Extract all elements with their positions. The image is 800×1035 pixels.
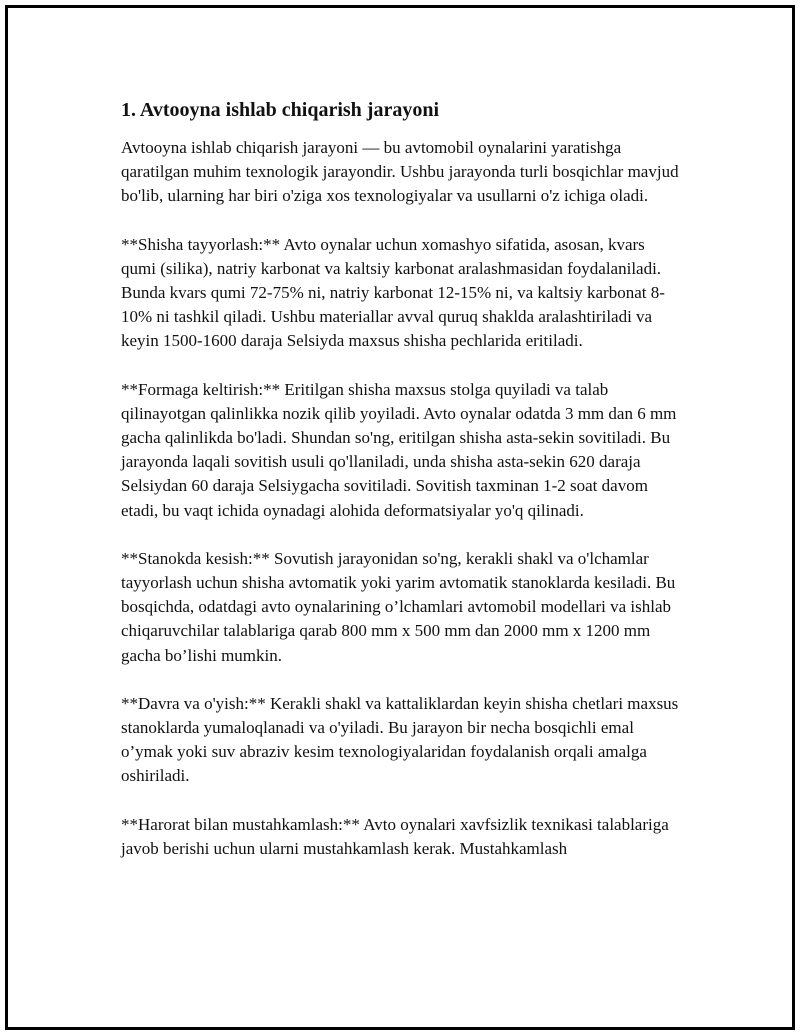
paragraph-tempering: **Harorat bilan mustahkamlash:** Avto oynalari xavfsizlik texnikasi talablariga javob berishi uchun ularni mustahkamlash kerak. Mustahkamlash [121,814,669,858]
paragraph-glass-preparation: **Shisha tayyorlash:** Avto oynalar uchun xomashyo sifatida, asosan, kvars qumi (silika), natriy karbonat va kaltsiy karbonat aralashmasidan foydalaniladi. Bunda kvars qumi 72-75% ni, natriy karbonat 12-15% ni, va kaltsiy karbonat 8-10% ni tashkil qiladi. Ushbu materiallar avval quruq shaklda aralashtiriladi va keyin 1500-1600 daraja Selsiyda maxsus shisha pechlarida eritiladi. [121,234,665,351]
paragraph-cutting: **Stanokda kesish:** Sovutish jarayonidan so'ng, kerakli shakl va o'lchamlar tayyorlash uchun shisha avtomatik yoki yarim avtomatik stanoklarda kesiladi. Bu bosqichda, odatdagi avto oynalarining o’lchamlari avtomobil modellari va ishlab chiqaruvchilar talablariga qarab 800 mm x 500 mm dan 2000 mm x 1200 mm gacha bo’lishi mumkin. [121,548,676,665]
paragraph-edging: **Davra va o'yish:** Kerakli shakl va kattaliklardan keyin shisha chetlari maxsus stanoklarda yumaloqlanadi va o'yiladi. Bu jarayon bir necha bosqichli emal o’ymak yoki suv abraziv kesim texnologiyalaridan foydalanish orqali amalga oshiriladi. [121,693,679,786]
paragraph-intro: Avtooyna ishlab chiqarish jarayoni — bu avtomobil oynalarini yaratishga qaratilgan muhim texnologik jarayondir. Ushbu jarayonda turli bosqichlar mavjud bo'lib, ularning har biri o'ziga xos texnologiyalar va usullarni o'z ichiga oladi. [121,138,679,206]
document-page [5,5,795,1030]
paragraph-forming: **Formaga keltirish:** Eritilgan shisha maxsus stolga quyiladi va talab qilinayotgan qalinlikka nozik qilib yoyiladi. Avto oynalar odatda 3 mm dan 6 mm gacha qalinlikda bo'ladi. Shundan so'ng, eritilgan shisha asta-sekin sovitiladi. Bu jarayonda laqali sovitish usuli qo'llaniladi, unda shisha asta-sekin 620 daraja Selsiydan 60 daraja Selsiygacha sovitiladi. Sovitish taxminan 1-2 soat davom etadi, bu vaqt ichida oynadagi alohida deformatsiyalar yo'q qilinadi. [121,379,677,520]
document-body [121,96,681,885]
document-title: 1. Avtooyna ishlab chiqarish jarayoni [121,99,440,121]
